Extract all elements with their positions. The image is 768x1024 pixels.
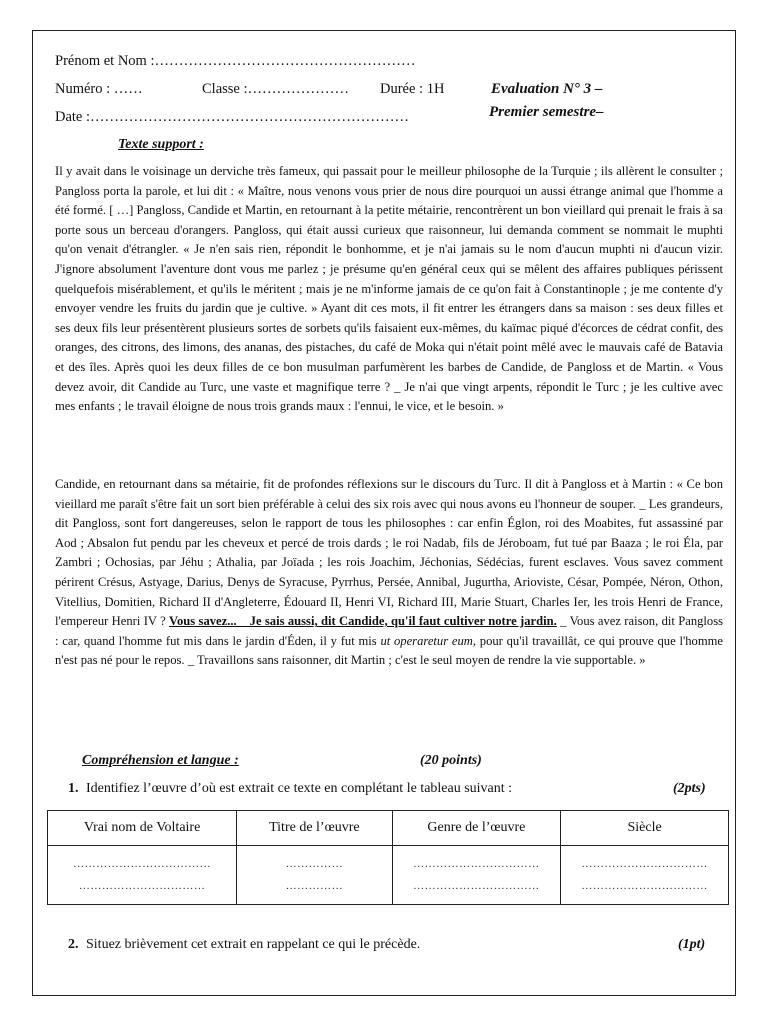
dotted-line: ……………………………… [73, 858, 212, 870]
table-header-cell: Genre de l’œuvre [392, 811, 561, 846]
dotted-line: …………… [285, 880, 344, 892]
table-header-cell: Titre de l’œuvre [237, 811, 392, 846]
support-paragraph-1 [55, 162, 723, 417]
dotted-line: …………………………… [581, 880, 708, 892]
table-header-row [48, 811, 729, 846]
table-row [48, 846, 729, 905]
dotted-line: …………………………… [413, 858, 540, 870]
question-2-text: Situez brièvement cet extrait en rappelant ce qui le précède. [86, 937, 421, 952]
dotted-line: …………… [285, 858, 344, 870]
key-quote: Vous savez... _ Je sais aussi, dit Candide, qu'il faut cultiver notre jardin. [169, 614, 557, 629]
paragraph-2-part3: pour qu'il travaillât, ce qui prouve que l'homme n'est pas né pour le repos. _ Travaillons sans raisonner, dit Martin ; c'est le seul moyen de rendre la vie supportable. » [55, 633, 723, 668]
question-2-points: (1pt) [678, 937, 706, 952]
answer-blank-cell[interactable] [48, 846, 237, 905]
date-line: Date :………………………………………………………… [55, 109, 410, 125]
numero-field: Numéro : …… [55, 81, 143, 97]
answer-blank-cell[interactable] [561, 846, 729, 905]
question-1-points: (2pts) [673, 781, 706, 796]
duree-field: Durée : 1H [380, 81, 445, 97]
classe-field: Classe :………………… [202, 81, 350, 97]
dotted-line: …………………………… [413, 880, 540, 892]
question-2 [68, 937, 420, 953]
paragraph-2-part1: Candide, en retournant dans sa métairie, fit de profondes réflexions sur le discours du Turc. Il dit à Pangloss et à Martin : « Ce bon vieillard me paraît s'être fait un sort bien préférable à celui des six rois avec qui nous avons eu l'honneur de souper. _ Les grandeurs, dit Pangloss, sont fort dangereuses, selon le rapport de tous les philosophes : car enfin Églon, roi des Moabites, fut assassiné par Aod ; Absalon fut pendu par les cheveux et percé de trois dards ; le roi Nadab, fils de Jéroboam, fut tué par Baaza ; le roi Éla, par Zambri ; Ochosias, par Jéhu ; Athalia, par Joïada ; les rois Joachim, Jéchonias, Sédécias, furent esclaves. Vous savez comment périrent Crésus, Astyage, Darius, Denys de Syracuse, Pyrrhus, Persée, Annibal, Jugurtha, Arioviste, César, Pompée, Néron, Othon, Vitellius, Domitien, Richard II d'Angleterre, Édouard II, Henri VI, Richard III, Marie Stuart, Charles Ier, les trois Henri de France, l'empereur Henri IV ? [55, 477, 723, 629]
evaluation-title: Evaluation N° 3 – [491, 81, 603, 97]
semester-label: Premier semestre– [489, 104, 604, 120]
name-line: Prénom et Nom :……………………………………………… [55, 53, 416, 69]
answer-blank-cell[interactable] [237, 846, 392, 905]
question-1-number: 1. [68, 781, 79, 796]
latin-quote: ut operaretur eum, [380, 633, 477, 648]
paragraph-1-text: Il y avait dans le voisinage un derviche très fameux, qui passait pour le meilleur philosophe de la Turquie ; ils allèrent le consulter ; Pangloss porta la parole, et lui dit : « Maître, nous venons vous prier de nous dire pourquoi un aussi étrange animal que l'homme a été formé. [ …] Pangloss, Candide et Martin, en retournant à la petite métairie, rencontrèrent un bon vieillard qui prenait le frais à sa porte sous un berceau d'orangers. Pangloss, qui était aussi curieux que raisonneur, lui demanda comment se nommait le muphti qu'on venait d'étrangler. « Je n'en sais rien, répondit le bonhomme, et je n'ai jamais su le nom d'aucun muphti ni d'aucun vizir. J'ignore absolument l'aventure dont vous me parlez ; je présume qu'en général ceux qui se mêlent des affaires publiques périssent quelquefois misérablement, et qu'ils le méritent ; mais je ne m'informe jamais de ce qu'on fait à Constantinople ; je me contente d'y envoyer vendre les fruits du jardin que je cultive. » Ayant dit ces mots, il fit entrer les étrangers dans sa maison : ses deux filles et ses deux fils leur présentèrent plusieurs sortes de sorbets qu'ils faisaient eux-mêmes, du kaïmac piqué d'écorces de cédrat confit, des oranges, des citrons, des limons, des ananas, des pistaches, du café de Moka qui n'était point mêlé avec le mauvais café de Batavia et des îles. Après quoi les deux filles de ce bon musulman parfumèrent les barbes de Candide, de Pangloss et de Martin. « Vous devez avoir, dit Candide au Turc, une vaste et magnifique terre ? _ Je n'ai que vingt arpents, répondit le Turc ; je les cultive avec mes enfants ; le travail éloigne de nous trois grands maux : l'ennui, le vice, et le besoin. » [55, 164, 723, 414]
answer-blank-cell[interactable] [392, 846, 561, 905]
table-header-cell: Vrai nom de Voltaire [48, 811, 237, 846]
dotted-line: …………………………… [581, 858, 708, 870]
question-1 [68, 781, 512, 797]
question-2-number: 2. [68, 937, 79, 952]
paragraph-2-text [55, 475, 723, 671]
question-1-text: Identifiez l’œuvre d’où est extrait ce texte en complétant le tableau suivant : [86, 781, 513, 796]
total-points: (20 points) [420, 753, 482, 768]
paragraph-2-part2: _ Vous avez raison, dit Pangloss : car, quand l'homme fut mis dans le jardin d'Éden, il y fut mis [55, 614, 724, 648]
dotted-line: …………………………… [78, 880, 206, 892]
support-heading: Texte support : [118, 137, 204, 152]
comprehension-heading: Compréhension et langue : [82, 753, 239, 768]
table-header-cell: Siècle [561, 811, 729, 846]
identification-table [47, 810, 729, 905]
support-paragraph-2 [55, 475, 723, 671]
